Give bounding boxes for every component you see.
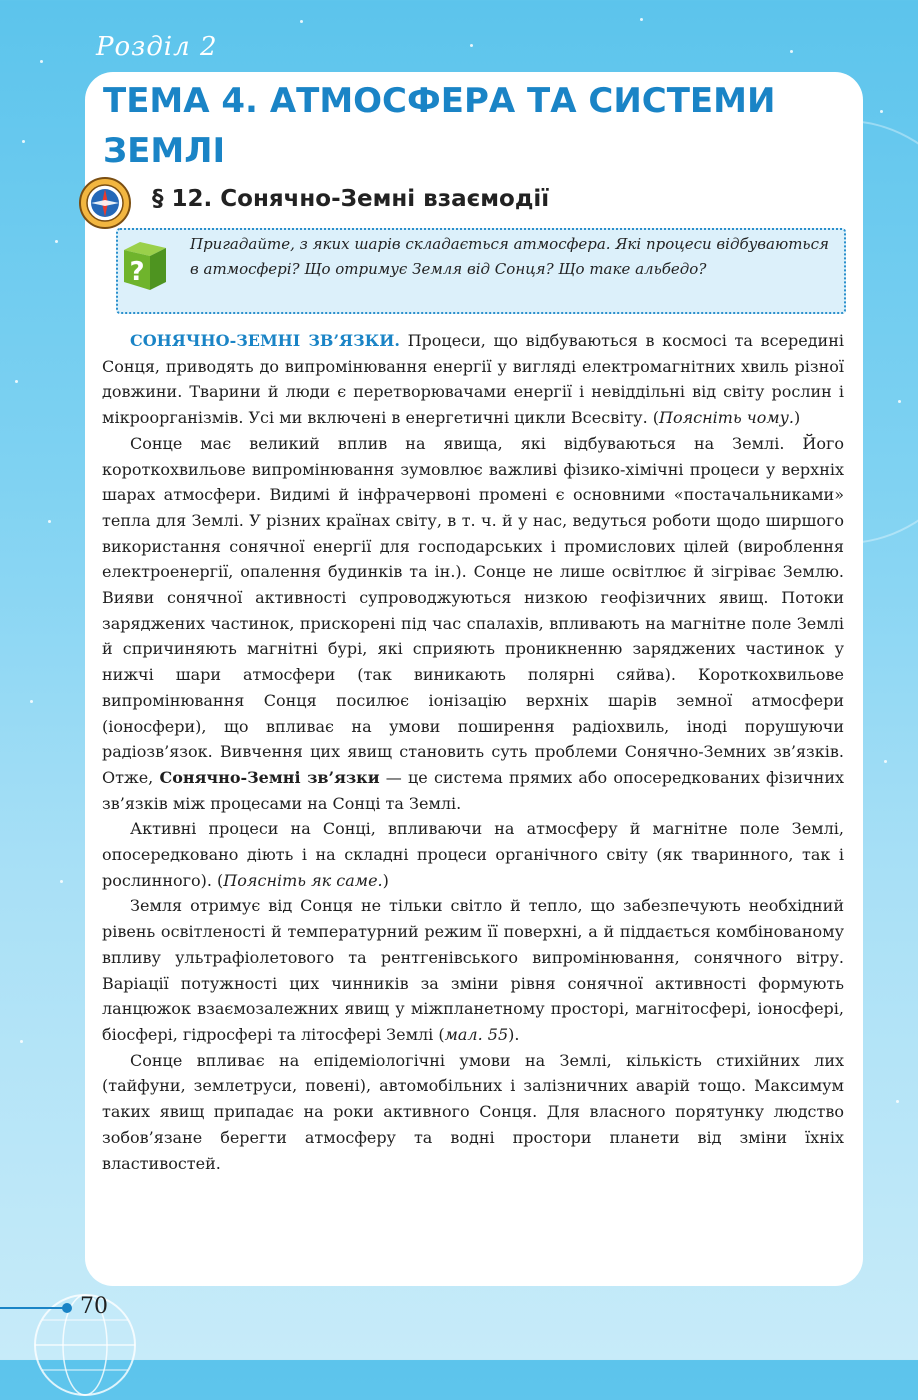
footer-dot xyxy=(62,1303,72,1313)
question-cube-icon xyxy=(120,238,170,292)
topic-title: ТЕМА 4. АТМОСФЕРА ТА СИСТЕМИ ЗЕМЛІ xyxy=(103,81,776,171)
compass-icon xyxy=(78,176,132,230)
body-paragraph-2: Сонце має великий вплив на явища, які відбуваються на Землі. Його короткохвильове випромінювання зумовлює важливі фізико-хімічні процеси у верхніх шарах атмосфери. Видимі й інфрачервоні промені є основними «постачальниками» тепла для Землі. У різних країнах світу, в т. ч. й у нас, ведуться роботи щодо ширшого використання сонячної енергії для господарських і промислових цілей (вироблення електроенергії, опалення будинків та ін.). Сонце не лише освітлює й зігріває Землю. Вияви сонячної активності супроводжуються низкою геофізичних явищ. Потоки заряджених частинок, прискорені під час спалахів, впливають на магнітне поле Землі й спричиняють магнітні бурі, які сприяють проникненню заряджених частинок у нижчі шари атмосфери (так виникають полярні сяйва). Короткохвильове випромінювання Сонця посилює іонізацію верхніх шарів земної атмосфери (іоносфери), що впливає на умови поширення радіохвиль, іноді порушуючи радіозв’язок. Вивчення цих явищ становить суть проблеми Сонячно-Земних зв’язків. Отже, Сонячно-Земні зв’язки — це система прямих або опосередкованих фізичних зв’язків між процесами на Сонці та Землі. xyxy=(102,433,845,813)
section-label: Розділ 2 xyxy=(96,32,218,62)
footer-rule xyxy=(0,1307,64,1309)
body-paragraph-1: СОНЯЧНО-ЗЕМНІ ЗВ’ЯЗКИ. Процеси, що відбуваються в космосі та всередині Сонця, приводять до випромінювання енергії у вигляді електромагнітних хвиль різної довжини. Тварини й люди є перетворювачами енергії і невіддільні від світу рослин і мікроорганізмів. Усі ми включені в енергетичні цикли Всесвіту. (Поясніть чому.) xyxy=(102,331,845,428)
body-paragraph-4: Земля отримує від Сонця не тільки світло й тепло, що забезпечують необхідний рівень освітленості й температурний режим її поверхні, а й піддається комбінованому впливу ультрафіолетового та рентгенівського випромінювання, сонячного вітру. Варіації потужності цих чинників за зміни рівня сонячної активності формують ланцюжок взаємозалежних явищ у міжпланетному просторі, магнітосфері, іоносфері, біосфері, гідросфері та літосфері Землі (мал. 55). xyxy=(102,896,844,1044)
keyword-heading: СОНЯЧНО-ЗЕМНІ ЗВ’ЯЗКИ. xyxy=(130,331,400,350)
main-body-text xyxy=(102,328,844,1176)
page-number: 70 xyxy=(80,1294,108,1319)
question-text: Пригадайте, з яких шарів складається атмосфера. Які процеси відбуваються в атмосфері? Що отримує Земля від Сонця? Що таке альбедо? xyxy=(190,235,829,278)
svg-text:?: ? xyxy=(129,257,145,287)
body-paragraph-5: Сонце впливає на епідеміологічні умови на Землі, кількість стихійних лих (тайфуни, землетруси, повені), автомобільних і залізничних аварій тощо. Максимум таких явищ припадає на роки активного Сонця. Для власного порятунку людство зобов’язане берегти атмосферу та водні простори планети від зміни їхніх властивостей. xyxy=(102,1050,844,1173)
definition-term: Сонячно-Земні зв’язки xyxy=(159,767,380,787)
figure-reference: мал. 55 xyxy=(444,1024,509,1044)
body-paragraph-3: Активні процеси на Сонці, впливаючи на атмосферу й магнітне поле Землі, опосередковано діють і на складні процеси органічного світу (як тваринного, так і рослинного). (Поясніть як саме.) xyxy=(102,819,844,890)
paragraph-title: § 12. Сонячно-Земні взаємодії xyxy=(152,186,550,212)
